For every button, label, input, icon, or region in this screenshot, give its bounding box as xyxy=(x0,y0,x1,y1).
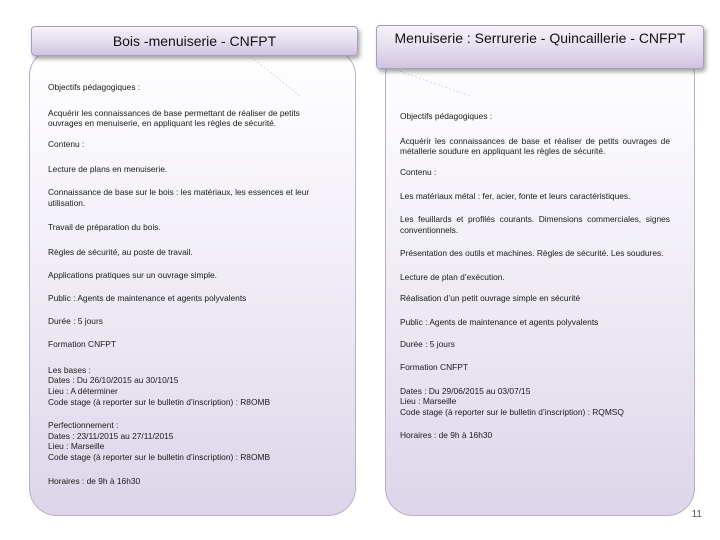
right-paragraph: Contenu : xyxy=(400,166,437,177)
right-paragraph: Les feuillards et profilés courants. Dimensions commerciales, signes conventionnels. xyxy=(400,213,670,235)
right-paragraph: Réalisation d’un petit ouvrage simple en sécurité xyxy=(400,293,581,304)
left-column-text xyxy=(48,70,330,487)
right-paragraph: Formation CNFPT xyxy=(400,362,468,373)
right-paragraph: Les matériaux métal : fer, acier, fonte et leurs caractéristiques. xyxy=(400,191,631,202)
left-paragraph: Perfectionnement : Dates : 23/11/2015 au 27/11/2015 Lieu : Marseille Code stage (à reporter sur le bulletin d’inscription) : R8OMB xyxy=(48,420,271,462)
left-paragraph: Contenu : xyxy=(48,138,85,149)
left-paragraph: Travail de préparation du bois. xyxy=(48,222,161,233)
right-paragraph: Horaires : de 9h à 16h30 xyxy=(400,429,493,440)
left-paragraph: Lecture de plans en menuiserie. xyxy=(48,164,168,175)
right-paragraph: Durée : 5 jours xyxy=(400,338,455,349)
right-paragraph: Présentation des outils et machines. Règles de sécurité. Les soudures. xyxy=(400,248,664,259)
left-title: Bois -menuiserie - CNFPT xyxy=(31,26,358,56)
left-paragraph: Connaissance de base sur le bois : les matériaux, les essences et leur utilisation. xyxy=(48,186,310,208)
left-paragraph: Objectifs pédagogiques : xyxy=(48,82,141,92)
left-paragraph: Applications pratiques sur un ouvrage simple. xyxy=(48,270,217,281)
left-paragraph: Formation CNFPT xyxy=(48,339,116,350)
left-paragraph: Les bases : Dates : Du 26/10/2015 au 30/10/15 Lieu : A déterminer Code stage (à reporter sur le bulletin d’inscription) : R8OMB xyxy=(48,364,271,407)
left-paragraph: Public : Agents de maintenance et agents polyvalents xyxy=(48,292,247,303)
right-title: Menuiserie : Serrurerie - Quincaillerie - CNFPT xyxy=(376,25,704,69)
right-paragraph: Lecture de plan d’exécution. xyxy=(400,271,505,282)
right-paragraph: Acquérir les connaissances de base et réaliser de petits ouvrages de métallerie soudure en appliquant les règles de sécurité. xyxy=(400,135,670,157)
left-paragraph: Règles de sécurité, au poste de travail. xyxy=(48,246,193,257)
decorative-line-right xyxy=(385,66,470,96)
right-paragraph: Public : Agents de maintenance et agents polyvalents xyxy=(400,316,599,327)
left-paragraph: Durée : 5 jours xyxy=(48,315,103,326)
left-paragraph: Horaires : de 9h à 16h30 xyxy=(48,476,141,487)
page-number: 11 xyxy=(691,509,702,520)
right-paragraph: Dates : Du 29/06/2015 au 03/07/15 Lieu : Marseille Code stage (à reporter sur le bulletin d’inscription) : RQMSQ xyxy=(400,385,624,417)
right-paragraph: Objectifs pédagogiques : xyxy=(400,111,493,121)
right-column-text xyxy=(400,99,670,440)
left-paragraph: Acquérir les connaissances de base permettant de réaliser de petits ouvrages en menuiserie, en appliquant les règles de sécurité. xyxy=(48,107,300,129)
